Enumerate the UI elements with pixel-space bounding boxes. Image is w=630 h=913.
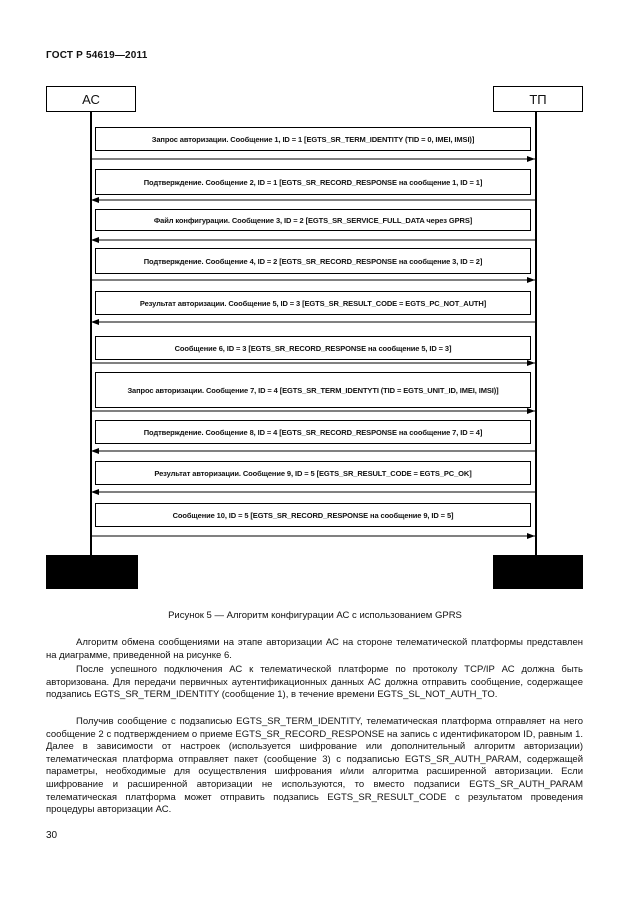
message-box: Результат авторизации. Сообщение 9, ID = 5 [EGTS_SR_RESULT_CODE = EGTS_PC_OK] — [95, 461, 531, 485]
message-arrow — [91, 195, 535, 205]
figure-caption: Рисунок 5 — Алгоритм конфигурации АС с использованием GPRS — [168, 610, 462, 621]
lane-tp-footer — [493, 555, 583, 589]
message-box: Подтверждение. Сообщение 4, ID = 2 [EGTS_SR_RECORD_RESPONSE на сообщение 3, ID = 2] — [95, 248, 531, 274]
lane-ac-footer — [46, 555, 138, 589]
paragraph-text: После успешного подключения АС к телематической платформе по протоколу TCP/IP АС должна быть авторизована. Для передачи первичных аутентификационных данных АС должна отправить сообщение, содержащее подзапись EGTS_SR_TERM_IDENTITY (сообщение 1), в течение времени EGTS_SL_NOT_AUTH_TO. — [46, 664, 583, 701]
message-box: Запрос авторизации. Сообщение 7, ID = 4 [EGTS_SR_TERM_IDENTYTI (TID = EGTS_UNIT_ID, IMEI, IMSI)] — [95, 372, 531, 408]
paragraph-text: Получив сообщение с подзаписью EGTS_SR_TERM_IDENTITY, телематическая платформа отправляет на него сообщение 2 с подтверждением о приеме EGTS_SR_RECORD_RESPONSE на запись с идентификатором ID, равным 1. Далее в зависимости от настроек (используется шифрование или дополнительный алгоритм авторизации) телематическая платформа отправляет пакет (сообщение 3) с подзаписью EGTS_SR_AUTH_PARAM, содержащей параметры, необходимые для осуществления шифрования и/или алгоритма расширенной авторизации. Если шифрование и расширенной авторизации не используются, то вместо подзаписи EGTS_SR_AUTH_PARAM телематическая платформа может отправить подзапись EGTS_SR_RESULT_CODE с результатом проведения процедуры авторизации АС. — [46, 716, 583, 816]
message-box: Запрос авторизации. Сообщение 1, ID = 1 [EGTS_SR_TERM_IDENTITY (TID = 0, IMEI, IMSI)] — [95, 127, 531, 151]
message-box: Результат авторизации. Сообщение 5, ID = 3 [EGTS_SR_RESULT_CODE = EGTS_PC_NOT_AUTH] — [95, 291, 531, 315]
message-arrow — [91, 235, 535, 245]
message-arrow — [91, 406, 535, 416]
message-arrow — [91, 358, 535, 368]
message-arrow — [91, 317, 535, 327]
body-paragraph-3 — [46, 716, 583, 817]
message-arrow — [91, 275, 535, 285]
page-number: 30 — [46, 830, 58, 841]
message-box: Подтверждение. Сообщение 8, ID = 4 [EGTS_SR_RECORD_RESPONSE на сообщение 7, ID = 4] — [95, 420, 531, 444]
lane-tp-label: ТП — [493, 86, 583, 112]
document-header: ГОСТ Р 54619—2011 — [46, 50, 148, 61]
lane-ac-label: АС — [46, 86, 136, 112]
body-paragraph-1 — [46, 637, 583, 662]
message-box: Подтверждение. Сообщение 2, ID = 1 [EGTS_SR_RECORD_RESPONSE на сообщение 1, ID = 1] — [95, 169, 531, 195]
lane-tp-line — [535, 112, 537, 555]
message-box: Сообщение 10, ID = 5 [EGTS_SR_RECORD_RESPONSE на сообщение 9, ID = 5] — [95, 503, 531, 527]
message-arrow — [91, 531, 535, 541]
message-arrow — [91, 446, 535, 456]
message-arrow — [91, 154, 535, 164]
message-arrow — [91, 487, 535, 497]
message-box: Сообщение 6, ID = 3 [EGTS_SR_RECORD_RESPONSE на сообщение 5, ID = 3] — [95, 336, 531, 360]
body-paragraph-2 — [46, 664, 583, 702]
paragraph-text: Алгоритм обмена сообщениями на этапе авторизации АС на стороне телематической платформы представлен на диаграмме, приведенной на рисунке 6. — [46, 637, 583, 661]
message-box: Файл конфигурации. Сообщение 3, ID = 2 [EGTS_SR_SERVICE_FULL_DATA через GPRS] — [95, 209, 531, 231]
